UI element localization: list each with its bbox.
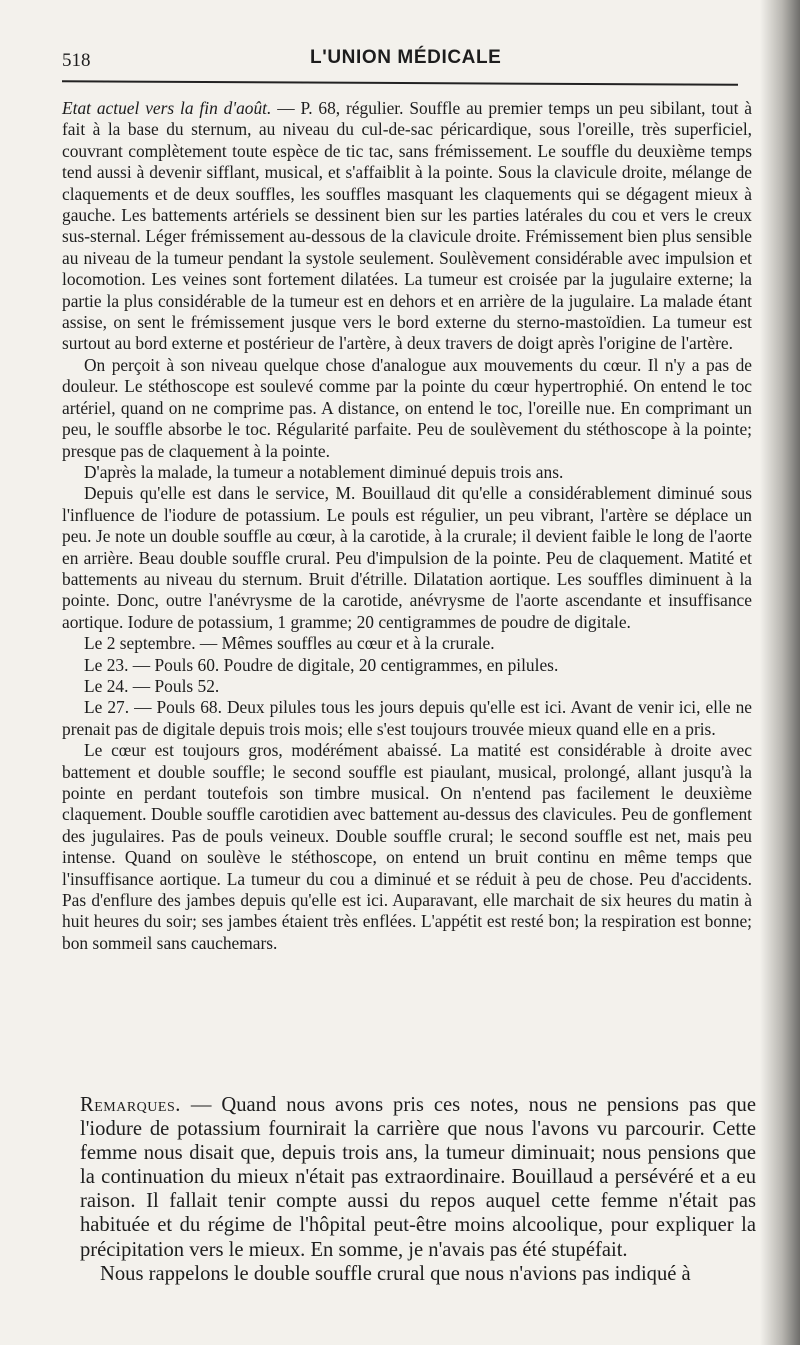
remarks-paragraph-1 — [80, 1093, 756, 1262]
notes-paragraph-2: On perçoit à son niveau quelque chose d'analogue aux mouvements du cœur. Il n'y a pas de douleur. Le stéthoscope est soulevé comme par la pointe du cœur hypertrophié. On entend le toc artériel, quand on ne comprime pas. A distance, on entend le toc, l'oreille nue. En comprimant un peu, le souffle absorbe le toc. Régularité parfaite. Peu de soulèvement du stéthoscope à la pointe; presque pas de claquement à la pointe. — [62, 354, 752, 461]
notes-entry-24: Le 24. — Pouls 52. — [84, 675, 220, 696]
page-number: 518 — [62, 50, 91, 71]
page-edge-shadow — [760, 0, 800, 1345]
remarks-section — [80, 1093, 756, 1286]
remarks-paragraph-2: Nous rappelons le double souffle crural que nous n'avions pas indiqué à — [100, 1262, 691, 1285]
notes-paragraph-3: D'après la malade, la tumeur a notablement diminué depuis trois ans. — [84, 461, 564, 482]
notes-entry-27: Le 27. — Pouls 68. Deux pilules tous les jours depuis qu'elle est ici. Avant de venir ici, elle ne prenait pas de digitale depuis trois mois; elle s'est toujours trouvée mieux quand elle en a pris. — [62, 697, 752, 739]
notes-paragraph-1 — [62, 98, 752, 355]
notes-entry-23: Le 23. — Pouls 60. Poudre de digitale, 20 centigrammes, en pilules. — [84, 654, 559, 675]
notes-paragraph-9: Le cœur est toujours gros, modérément abaissé. La matité est considérable à droite avec battement et double souffle; le second souffle est piaulant, musical, prolongé, allant jusqu'à la pointe en perdant toutefois son timbre musical. On n'entend pas facilement le deuxième claquement. Double souffle carotidien avec battement au-dessus des clavicules. Peu de gonflement des jugulaires. Pas de pouls veineux. Double souffle crural; le second souffle est net, mais peu intense. Quand on soulève le stéthoscope, on entend un bruit continu en même temps que l'insuffisance aortique. La tumeur du cou a diminué et se réduit à peu de chose. Peu d'accidents. Pas d'enflure des jambes depuis qu'elle est ici. Auparavant, elle marchait de six heures du matin à huit heures du soir; ses jambes étaient très enflées. L'appétit est resté bon; la respiration est bonne; bon sommeil sans cauchemars. — [62, 740, 752, 953]
paragraph-text: — P. 68, régulier. Souffle au premier temps un peu sibilant, tout à fait à la base du sternum, au niveau du cul-de-sac péricardique, sous l'oreille, très superficiel, couvrant complètement toute espèce de tic tac, sans frémissement. Le souffle du deuxième temps tend aussi à devenir sifflant, musical, et s'affaiblit à la pointe. Sous la clavicule droite, mélange de claquements et de deux souffles, les souffles masquant les claquements qui se dégagent mieux à gauche. Les battements artériels se dessinent bien sur les parties latérales du cou et vers le creux sus-sternal. Léger frémissement au-dessous de la clavicule droite. Frémissement bien plus sensible au niveau de la tumeur pendant la systole seulement. Soulèvement considérable avec impulsion et locomotion. Les veines sont fortement dilatées. La tumeur est croisée par la jugulaire externe; la partie la plus considérable de la tumeur est en dehors et en arrière de la jugulaire. La malade étant assise, on sent le frémissement jusque vers le bord externe du sterno-mastoïdien. La tumeur est surtout au bord externe et postérieur de l'artère, à deux travers de doigt après l'origine de l'artère. — [62, 98, 752, 354]
notes-entry-sept-2: Le 2 septembre. — Mêmes souffles au cœur et à la crurale. — [84, 633, 495, 654]
notes-paragraph-4: Depuis qu'elle est dans le service, M. Bouillaud dit qu'elle a considérablement diminué sous l'influence de l'iodure de potassium. Le pouls est régulier, un peu vibrant, l'artère se déplace un peu. Je note un double souffle au cœur, à la carotide, à la crurale; il devient faible le long de l'aorte en arrière. Beau double souffle crural. Peu d'impulsion de la pointe. Peu de claquement. Matité et battements au niveau du sternum. Bruit d'étrille. Dilatation aortique. Les souffles diminuent à la pointe. Donc, outre l'anévrysme de la carotide, anévrysme de l'aorte ascendante et insuffisance aortique. Iodure de potassium, 1 gramme; 20 centigrammes de poudre de digitale. — [62, 483, 752, 632]
remarks-label: Remarques. — [80, 1094, 181, 1116]
running-header — [62, 46, 738, 76]
clinical-notes — [62, 98, 752, 954]
header-rule — [62, 80, 738, 86]
section-lead: Etat actuel vers la fin d'août. — [62, 98, 272, 118]
journal-title: L'UNION MÉDICALE — [310, 47, 502, 68]
remarks-text: — Quand nous avons pris ces notes, nous ne pensions pas que l'iodure de potassium fournirait la carrière que nous l'avons vu parcourir. Cette femme nous disait que, depuis trois ans, la tumeur diminuait; nous pensions que la continuation du mieux n'était pas extraordinaire. Bouillaud a persévéré et a eu raison. Il fallait tenir compte aussi du repos auquel cette femme n'était pas habituée et du régime de l'hôpital peut-être moins alcoolique, pour expliquer la précipitation vers le mieux. En somme, je n'avais pas été stupéfait. — [80, 1094, 756, 1261]
